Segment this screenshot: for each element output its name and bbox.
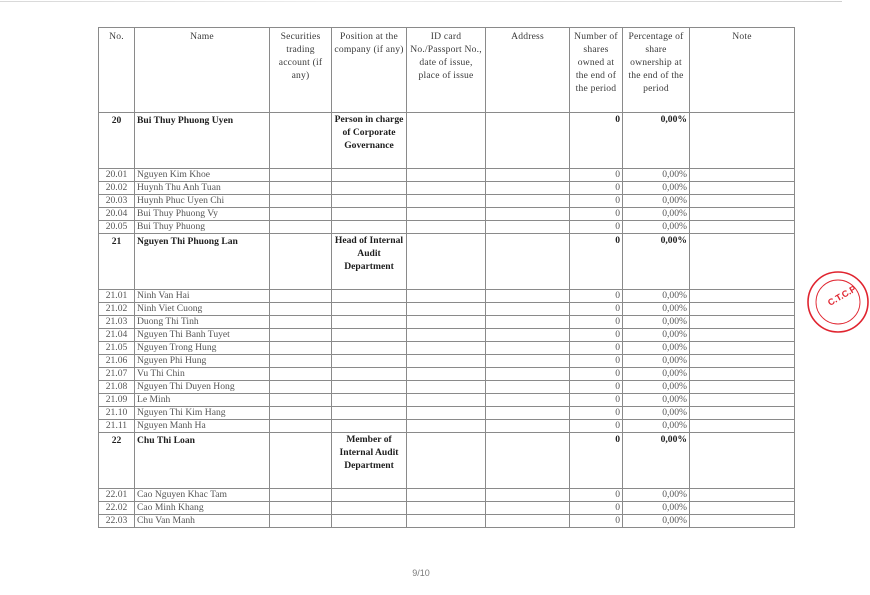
cell-no: 21.04 [99, 329, 135, 342]
table-row-related [99, 195, 795, 208]
header-name: Name [135, 28, 270, 113]
cell-trading-account [270, 342, 332, 355]
cell-id-card [407, 433, 486, 489]
cell-position [332, 182, 407, 195]
table-row-related [99, 420, 795, 433]
cell-percentage: 0,00% [623, 182, 690, 195]
cell-percentage: 0,00% [623, 195, 690, 208]
cell-name: Vu Thi Chin [135, 368, 270, 381]
cell-name: Bui Thuy Phuong [135, 221, 270, 234]
cell-name: Nguyen Phi Hung [135, 355, 270, 368]
cell-trading-account [270, 355, 332, 368]
cell-address [486, 342, 570, 355]
cell-position [332, 420, 407, 433]
table-row-related [99, 169, 795, 182]
cell-address [486, 433, 570, 489]
cell-note [690, 420, 795, 433]
cell-name: Chu Thi Loan [135, 433, 270, 489]
header-trading-account: Securities trading account (if any) [270, 28, 332, 113]
cell-trading-account [270, 113, 332, 169]
cell-shares: 0 [570, 290, 623, 303]
cell-trading-account [270, 316, 332, 329]
cell-address [486, 368, 570, 381]
cell-name: Bui Thuy Phuong Uyen [135, 113, 270, 169]
cell-trading-account [270, 329, 332, 342]
header-note: Note [690, 28, 795, 113]
cell-id-card [407, 489, 486, 502]
cell-trading-account [270, 407, 332, 420]
cell-address [486, 221, 570, 234]
cell-name: Huynh Thu Anh Tuan [135, 182, 270, 195]
cell-address [486, 489, 570, 502]
cell-id-card [407, 420, 486, 433]
cell-percentage: 0,00% [623, 221, 690, 234]
cell-shares: 0 [570, 394, 623, 407]
cell-id-card [407, 368, 486, 381]
cell-no: 22.03 [99, 515, 135, 528]
cell-note [690, 502, 795, 515]
table-body [99, 113, 795, 528]
table-row-person [99, 113, 795, 169]
cell-address [486, 290, 570, 303]
cell-position [332, 368, 407, 381]
cell-no: 21.03 [99, 316, 135, 329]
cell-name: Cao Nguyen Khac Tam [135, 489, 270, 502]
table-row-related [99, 290, 795, 303]
cell-trading-account [270, 381, 332, 394]
shareholder-table [98, 27, 795, 528]
cell-no: 20.04 [99, 208, 135, 221]
table-row-related [99, 515, 795, 528]
cell-shares: 0 [570, 515, 623, 528]
cell-address [486, 182, 570, 195]
cell-address [486, 394, 570, 407]
cell-percentage: 0,00% [623, 407, 690, 420]
cell-name: Nguyen Thi Phuong Lan [135, 234, 270, 290]
cell-percentage: 0,00% [623, 502, 690, 515]
cell-no: 21.11 [99, 420, 135, 433]
cell-no: 21.01 [99, 290, 135, 303]
cell-trading-account [270, 303, 332, 316]
table-row-related [99, 303, 795, 316]
cell-shares: 0 [570, 182, 623, 195]
cell-shares: 0 [570, 329, 623, 342]
header-percentage: Percentage of share ownership at the end of the period [623, 28, 690, 113]
cell-trading-account [270, 208, 332, 221]
cell-name: Bui Thuy Phuong Vy [135, 208, 270, 221]
cell-position [332, 381, 407, 394]
cell-no: 20.05 [99, 221, 135, 234]
cell-position [332, 316, 407, 329]
cell-name: Nguyen Manh Ha [135, 420, 270, 433]
cell-note [690, 489, 795, 502]
cell-note [690, 290, 795, 303]
cell-id-card [407, 182, 486, 195]
cell-id-card [407, 381, 486, 394]
cell-note [690, 169, 795, 182]
page-edge [0, 1, 842, 2]
cell-note [690, 113, 795, 169]
cell-note [690, 234, 795, 290]
cell-note [690, 368, 795, 381]
cell-position [332, 221, 407, 234]
cell-note [690, 182, 795, 195]
cell-id-card [407, 407, 486, 420]
cell-no: 20.02 [99, 182, 135, 195]
cell-no: 20.01 [99, 169, 135, 182]
cell-trading-account [270, 420, 332, 433]
cell-no: 21.10 [99, 407, 135, 420]
seal-text: C.T.C.P [826, 283, 858, 308]
cell-percentage: 0,00% [623, 329, 690, 342]
cell-note [690, 342, 795, 355]
table-row-related [99, 316, 795, 329]
header-shares: Number of shares owned at the end of the period [570, 28, 623, 113]
cell-position: Person in charge of Corporate Governance [332, 113, 407, 169]
cell-no: 22 [99, 433, 135, 489]
cell-shares: 0 [570, 407, 623, 420]
cell-percentage: 0,00% [623, 316, 690, 329]
cell-note [690, 303, 795, 316]
cell-position [332, 195, 407, 208]
cell-position [332, 329, 407, 342]
cell-id-card [407, 316, 486, 329]
cell-note [690, 208, 795, 221]
header-address: Address [486, 28, 570, 113]
cell-position [332, 290, 407, 303]
cell-shares: 0 [570, 502, 623, 515]
cell-id-card [407, 208, 486, 221]
table-row-related [99, 394, 795, 407]
cell-trading-account [270, 394, 332, 407]
cell-trading-account [270, 290, 332, 303]
cell-id-card [407, 515, 486, 528]
cell-shares: 0 [570, 489, 623, 502]
cell-trading-account [270, 489, 332, 502]
cell-name: Nguyen Thi Duyen Hong [135, 381, 270, 394]
cell-name: Duong Thi Tinh [135, 316, 270, 329]
table-row-related [99, 381, 795, 394]
cell-trading-account [270, 195, 332, 208]
cell-trading-account [270, 169, 332, 182]
cell-address [486, 169, 570, 182]
cell-position [332, 169, 407, 182]
cell-note [690, 515, 795, 528]
cell-shares: 0 [570, 342, 623, 355]
table-row-related [99, 182, 795, 195]
cell-no: 20.03 [99, 195, 135, 208]
cell-name: Nguyen Thi Kim Hang [135, 407, 270, 420]
cell-trading-account [270, 221, 332, 234]
cell-no: 21.05 [99, 342, 135, 355]
cell-address [486, 355, 570, 368]
cell-position [332, 208, 407, 221]
cell-percentage: 0,00% [623, 489, 690, 502]
cell-trading-account [270, 368, 332, 381]
table-row-related [99, 407, 795, 420]
cell-shares: 0 [570, 113, 623, 169]
cell-percentage: 0,00% [623, 234, 690, 290]
cell-note [690, 355, 795, 368]
cell-address [486, 329, 570, 342]
cell-no: 21.02 [99, 303, 135, 316]
cell-percentage: 0,00% [623, 355, 690, 368]
cell-percentage: 0,00% [623, 169, 690, 182]
cell-no: 21 [99, 234, 135, 290]
cell-name: Huynh Phuc Uyen Chi [135, 195, 270, 208]
cell-id-card [407, 502, 486, 515]
cell-name: Nguyen Trong Hung [135, 342, 270, 355]
cell-shares: 0 [570, 420, 623, 433]
cell-percentage: 0,00% [623, 208, 690, 221]
cell-name: Nguyen Thi Banh Tuyet [135, 329, 270, 342]
cell-id-card [407, 221, 486, 234]
cell-percentage: 0,00% [623, 394, 690, 407]
cell-address [486, 420, 570, 433]
cell-note [690, 394, 795, 407]
cell-no: 22.01 [99, 489, 135, 502]
cell-percentage: 0,00% [623, 342, 690, 355]
table-row-related [99, 208, 795, 221]
cell-shares: 0 [570, 169, 623, 182]
cell-no: 21.08 [99, 381, 135, 394]
cell-trading-account [270, 182, 332, 195]
cell-note [690, 433, 795, 489]
cell-trading-account [270, 433, 332, 489]
cell-shares: 0 [570, 355, 623, 368]
cell-shares: 0 [570, 234, 623, 290]
table-row-person [99, 234, 795, 290]
cell-position [332, 394, 407, 407]
cell-position [332, 342, 407, 355]
cell-no: 21.07 [99, 368, 135, 381]
table-row-related [99, 221, 795, 234]
cell-address [486, 407, 570, 420]
cell-position [332, 407, 407, 420]
cell-address [486, 502, 570, 515]
cell-note [690, 329, 795, 342]
page-number: 9/10 [412, 568, 430, 578]
cell-name: Nguyen Kim Khoe [135, 169, 270, 182]
cell-id-card [407, 355, 486, 368]
cell-id-card [407, 195, 486, 208]
cell-address [486, 303, 570, 316]
cell-id-card [407, 234, 486, 290]
cell-percentage: 0,00% [623, 303, 690, 316]
cell-id-card [407, 290, 486, 303]
cell-position: Head of Internal Audit Department [332, 234, 407, 290]
table-header-row [99, 28, 795, 113]
cell-trading-account [270, 234, 332, 290]
cell-shares: 0 [570, 368, 623, 381]
cell-shares: 0 [570, 316, 623, 329]
cell-percentage: 0,00% [623, 368, 690, 381]
table-row-related [99, 355, 795, 368]
cell-shares: 0 [570, 208, 623, 221]
company-seal [800, 262, 870, 342]
cell-shares: 0 [570, 433, 623, 489]
cell-id-card [407, 342, 486, 355]
cell-id-card [407, 169, 486, 182]
cell-position [332, 515, 407, 528]
table-row-related [99, 329, 795, 342]
cell-note [690, 407, 795, 420]
cell-shares: 0 [570, 195, 623, 208]
cell-name: Ninh Viet Cuong [135, 303, 270, 316]
cell-percentage: 0,00% [623, 420, 690, 433]
cell-name: Ninh Van Hai [135, 290, 270, 303]
cell-trading-account [270, 515, 332, 528]
cell-name: Chu Van Manh [135, 515, 270, 528]
cell-name: Le Minh [135, 394, 270, 407]
cell-name: Cao Minh Khang [135, 502, 270, 515]
cell-address [486, 113, 570, 169]
table-row-related [99, 342, 795, 355]
cell-note [690, 221, 795, 234]
cell-no: 21.06 [99, 355, 135, 368]
cell-address [486, 195, 570, 208]
cell-address [486, 316, 570, 329]
cell-no: 20 [99, 113, 135, 169]
cell-position [332, 355, 407, 368]
cell-address [486, 234, 570, 290]
cell-no: 21.09 [99, 394, 135, 407]
header-id-card: ID card No./Passport No., date of issue, place of issue [407, 28, 486, 113]
cell-percentage: 0,00% [623, 290, 690, 303]
cell-shares: 0 [570, 303, 623, 316]
cell-address [486, 208, 570, 221]
cell-position [332, 502, 407, 515]
cell-no: 22.02 [99, 502, 135, 515]
cell-position: Member of Internal Audit Department [332, 433, 407, 489]
cell-note [690, 381, 795, 394]
cell-shares: 0 [570, 221, 623, 234]
cell-id-card [407, 329, 486, 342]
cell-trading-account [270, 502, 332, 515]
cell-note [690, 316, 795, 329]
table-row-related [99, 368, 795, 381]
cell-address [486, 515, 570, 528]
cell-note [690, 195, 795, 208]
header-position: Position at the company (if any) [332, 28, 407, 113]
cell-id-card [407, 394, 486, 407]
table-row-person [99, 433, 795, 489]
cell-position [332, 303, 407, 316]
table-row-related [99, 502, 795, 515]
cell-shares: 0 [570, 381, 623, 394]
cell-id-card [407, 113, 486, 169]
table-row-related [99, 489, 795, 502]
cell-position [332, 489, 407, 502]
cell-percentage: 0,00% [623, 113, 690, 169]
cell-percentage: 0,00% [623, 381, 690, 394]
header-no: No. [99, 28, 135, 113]
cell-address [486, 381, 570, 394]
cell-id-card [407, 303, 486, 316]
cell-percentage: 0,00% [623, 433, 690, 489]
cell-percentage: 0,00% [623, 515, 690, 528]
